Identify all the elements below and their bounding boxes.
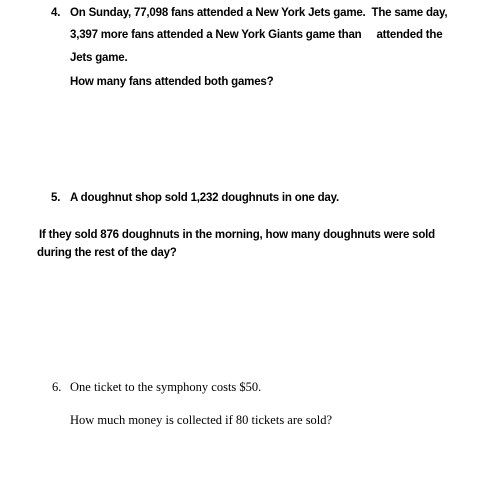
- question-text-line: How much money is collected if 80 tickets are sold?: [70, 413, 333, 427]
- question-text-line: One ticket to the symphony costs $50.: [70, 380, 262, 394]
- question-text-line: If they sold 876 doughnuts in the morning, how many doughnuts were sold: [39, 229, 435, 241]
- question-number: 4.: [51, 7, 61, 19]
- question-text-line: 3,397 more fans attended a New York Giants game than attended the: [70, 29, 443, 41]
- question-number: 5.: [51, 192, 61, 204]
- question-number: 6.: [52, 380, 62, 394]
- question-text-line: A doughnut shop sold 1,232 doughnuts in one day.: [70, 192, 339, 204]
- question-text-line: Jets game.: [70, 52, 128, 64]
- question-text-line: during the rest of the day?: [37, 247, 177, 259]
- question-text-line: On Sunday, 77,098 fans attended a New York Jets game. The same day,: [70, 7, 448, 19]
- question-text-line: How many fans attended both games?: [70, 76, 274, 88]
